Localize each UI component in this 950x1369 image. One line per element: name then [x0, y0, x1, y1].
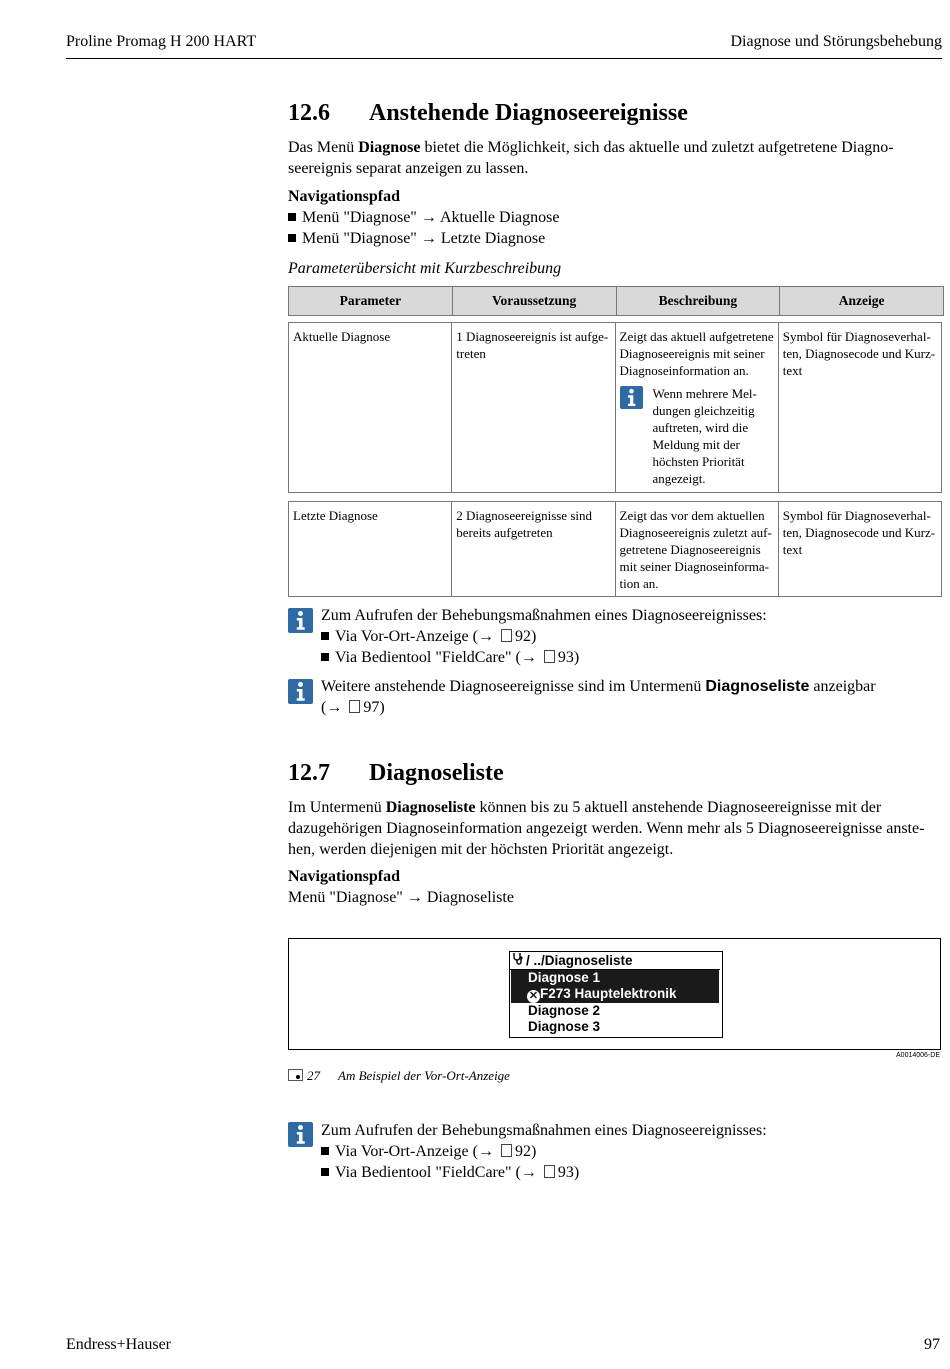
page-reference-icon: [501, 629, 512, 642]
footer-page-number: 97: [924, 1336, 940, 1353]
section-heading-12-6: [288, 100, 688, 127]
display-line: Diagnose 3: [528, 1019, 601, 1034]
section-intro: [288, 137, 942, 179]
bullet-icon: [288, 213, 296, 221]
page-number-link[interactable]: 92: [514, 628, 531, 645]
note-list-item: [321, 1141, 536, 1162]
info-icon: [288, 679, 313, 704]
table-row: [288, 501, 942, 597]
section-number: 12.7: [288, 760, 330, 786]
bullet-icon: [321, 1168, 329, 1176]
page-reference-icon: [501, 1144, 512, 1157]
display-diagnosis-text: F273 Hauptelektronik: [540, 986, 677, 1001]
item-text: Via Bedientool "FieldCare" (→: [335, 1164, 541, 1181]
table-cell: 1 Diagnoseereignis ist aufge- treten: [452, 323, 615, 492]
footer-company: Endress+Hauser: [66, 1336, 171, 1353]
submenu-name: Diagnoseliste: [705, 678, 810, 695]
display-line: Diagnose 2: [528, 1003, 601, 1018]
page-reference-icon: [544, 1165, 555, 1178]
nav-item-text: Menü "Diagnose" → Letzte Diagnose: [302, 230, 546, 247]
display-line: Diagnose 1: [528, 970, 601, 985]
section-heading-12-7: [288, 760, 504, 787]
intro-text: können bis zu 5 aktuell anstehende Diagnoseereignisse mit der: [475, 799, 882, 816]
intro-text: seereignis separat anzeigen zu lassen.: [288, 160, 529, 177]
table-caption: Parameterübersicht mit Kurzbeschreibung: [288, 260, 562, 277]
bullet-icon: [321, 632, 329, 640]
figure-number: 27: [307, 1068, 320, 1083]
item-text: ): [573, 649, 580, 666]
page-reference-icon: [349, 700, 360, 713]
figure-caption-text: Am Beispiel der Vor-Ort-Anzeige: [338, 1068, 510, 1083]
intro-text: bietet die Möglichkeit, sich das aktuelle und zuletzt aufgetretene Diagno-: [420, 139, 894, 156]
nav-heading: Navigationspfad: [288, 188, 401, 205]
table-cell: Symbol für Diagnoseverhal- ten, Diagnosecode und Kurz- text: [782, 329, 936, 378]
intro-text: hen, werden diejenigen mit der höchsten Priorität angezeigt.: [288, 841, 674, 858]
section-intro: [288, 797, 948, 860]
section-title: Diagnoseliste: [369, 760, 504, 786]
table-cell: Zeigt das vor dem aktuellen Diagnoseereignis zuletzt auf- getretene Diagnoseereignis mit seiner Diagnoseinforma- tion an.: [616, 502, 779, 596]
running-header-product: Proline Promag H 200 HART: [66, 33, 257, 50]
intro-text: dazugehörigen Diagnoseinformation angezeigt werden. Wenn mehr als 5 Diagnoseereignisse anste-: [288, 820, 925, 837]
note-list-item: [321, 647, 579, 668]
bullet-icon: [321, 653, 329, 661]
note-text: Zum Aufrufen der Behebungsmaßnahmen eines Diagnoseereignisses:: [321, 607, 767, 624]
diagnosis-icon: [512, 952, 526, 969]
figure-caption: [288, 1068, 510, 1084]
display-line: [527, 986, 737, 1003]
info-note: [620, 385, 774, 487]
table-cell: [616, 323, 779, 492]
parameter-table-header: [288, 286, 944, 316]
submenu-name: Diagnoseliste: [385, 799, 476, 816]
page-reference-icon: [544, 650, 555, 663]
note-list-item: [321, 626, 536, 647]
nav-path: Menü "Diagnose" → Diagnoseliste: [288, 889, 514, 906]
nav-list-item: [288, 207, 559, 228]
failure-icon: ✕: [528, 990, 539, 1002]
section-number: 12.6: [288, 100, 330, 126]
intro-text: Im Untermenü: [288, 799, 386, 816]
table-cell: 2 Diagnoseereignisse sind bereits aufgetreten: [452, 502, 615, 596]
note-list-item: [321, 1162, 579, 1183]
info-icon: [620, 386, 643, 409]
header-rule: [66, 58, 942, 59]
note-text-part: Weitere anstehende Diagnoseereignisse sind im Untermenü: [321, 678, 706, 695]
item-text: Via Vor-Ort-Anzeige (→: [335, 628, 498, 645]
table-row: [288, 322, 942, 493]
page-number-link[interactable]: 93: [557, 1164, 574, 1181]
column-header: Anzeige: [838, 293, 885, 308]
column-header: Parameter: [289, 287, 453, 315]
nav-list-item: [288, 228, 545, 249]
nav-item-text: Menü "Diagnose" → Aktuelle Diagnose: [302, 209, 560, 226]
table-cell: Letzte Diagnose: [289, 502, 452, 596]
page-number-link[interactable]: 92: [514, 1143, 531, 1160]
note-text: [321, 676, 941, 718]
info-icon: [288, 608, 313, 633]
item-text: ): [573, 1164, 580, 1181]
column-header: Beschreibung: [617, 287, 781, 315]
figure-code: A0014006-DE: [896, 1052, 940, 1059]
page-number-link[interactable]: 93: [557, 649, 574, 666]
bullet-icon: [321, 1147, 329, 1155]
menu-name: Diagnose: [358, 139, 421, 156]
display-title-text: / ../Diagnoseliste: [526, 953, 633, 968]
nav-heading: Navigationspfad: [288, 868, 401, 885]
local-display-mockup: [509, 951, 723, 1038]
section-title: Anstehende Diagnoseereignisse: [369, 100, 688, 126]
display-title: [512, 952, 722, 969]
item-text: ): [530, 1143, 537, 1160]
intro-text: Das Menü: [288, 139, 359, 156]
figure-icon: [288, 1069, 303, 1081]
note-text-part: (→: [321, 699, 347, 716]
item-text: Via Bedientool "FieldCare" (→: [335, 649, 541, 666]
column-header: Voraussetzung: [453, 287, 617, 315]
info-icon: [288, 1122, 313, 1147]
page-number-link[interactable]: 97: [363, 699, 380, 716]
item-text: ): [530, 628, 537, 645]
note-text: Zum Aufrufen der Behebungsmaßnahmen eines Diagnoseereignisses:: [321, 1122, 767, 1139]
table-cell: Aktuelle Diagnose: [289, 323, 452, 492]
item-text: Via Vor-Ort-Anzeige (→: [335, 1143, 498, 1160]
note-text-part: ): [379, 699, 385, 716]
bullet-icon: [288, 234, 296, 242]
table-cell: Symbol für Diagnoseverhal- ten, Diagnosecode und Kurz- text: [782, 508, 936, 557]
running-header-chapter: Diagnose und Störungsbehebung: [730, 33, 942, 50]
description-text: Zeigt das aktuell aufgetretene Diagnoseereignis mit seiner Diagnoseinformation an.: [619, 329, 774, 378]
note-text: Wenn mehrere Mel- dungen gleichzeitig auftreten, wird die Meldung mit der höchsten Priorität angezeigt.: [652, 386, 757, 486]
note-text-part: anzeigbar: [809, 678, 876, 695]
